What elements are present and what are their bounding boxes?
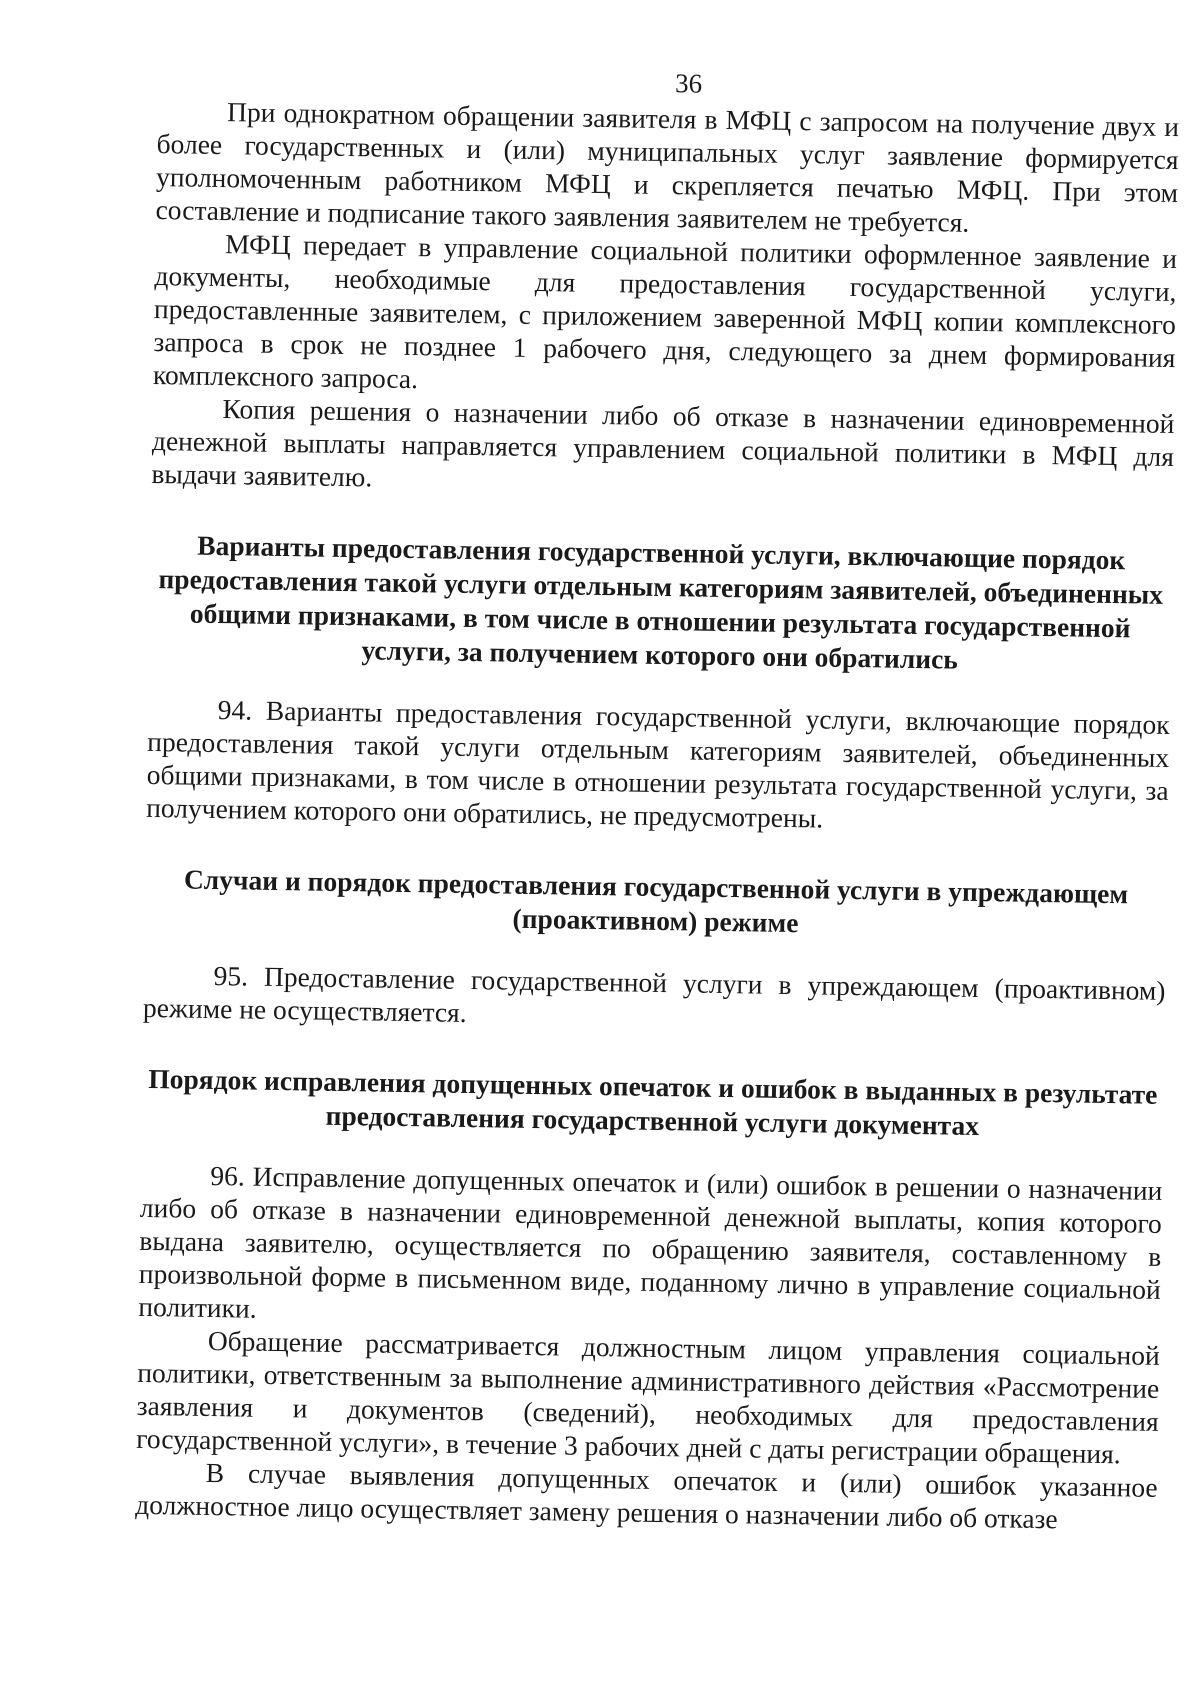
paragraph-appeal-review: Обращение рассматривается должностным лицом управления социальной политики, ответственным за выполнение административного действия «Рассмотрение заявления и документов (сведений), необходимых для предоставления государственной услуги», в течение 3 рабочих дней с даты регистрации обращения. [136,1324,1160,1470]
paragraph-94: 94. Варианты предоставления государственной услуги, включающие порядок предоставления такой услуги отдельным категориям заявителей, объединенных общими признаками, в том числе в отношении результата государственной услуги, за получением которого они обратились, не предусмотрены. [145,694,1170,834]
heading-error-correction: Порядок исправления допущенных опечаток и ошибок в выданных в результате предоставления государственной услуги документах [148,1062,1158,1142]
paragraph-96: 96. Исправление допущенных опечаток и (или) ошибок в решении о назначении либо об отказе в назначении единовременной денежной выплаты, копия которого выдана заявителю, осуществляется по обращению заявителя, составленному в произвольной форме в письменном виде, поданному лично в управление социальной политики. [138,1159,1163,1324]
page-content [135,58,1180,1537]
heading-service-variants: Варианты предоставления государственной услуги, включающие порядок предоставления такой услуги отдельным категориям заявителей, объединенных общими признаками, в том числе в отношении результата государственной услуги, за получением которого они обратились [158,529,1164,675]
paragraph-95: 95. Предоставление государственной услуги в упреждающем (проактивном) режиме не осуществляется. [142,959,1166,1028]
page-number: 36 [674,68,703,99]
paragraph-complex-request: При однократном обращении заявителя в МФЦ с запросом на получение двух и более государственных и (или) муниципальных услуг заявление формируется уполномоченным работником МФЦ и скрепляется печатью МФЦ. При этом составление и подписание такого заявления заявителем не требуется. [155,96,1180,238]
paragraph-decision-copy: Копия решения о назначении либо об отказе в назначении единовременной денежной выплаты направляется управлением социальной политики в МФЦ для выдачи заявителю. [151,393,1175,493]
heading-proactive-mode: Случаи и порядок предоставления государственной услуги в упреждающем (проактивном) режиме [183,863,1129,939]
paragraph-mfc-transfer: МФЦ передает в управление социальной политики оформленное заявление и документы, необходимые для предоставления государственной услуги, предоставленные заявителем, с приложением заверенной МФЦ копии комплексного запроса в срок не позднее 1 рабочего дня, следующего за днем формирования комплексного запроса. [152,228,1178,395]
paragraph-error-replacement: В случае выявления допущенных опечаток и (или) ошибок указанное должностное лицо осуществляет замену решения о назначении либо об отказе [135,1456,1158,1535]
